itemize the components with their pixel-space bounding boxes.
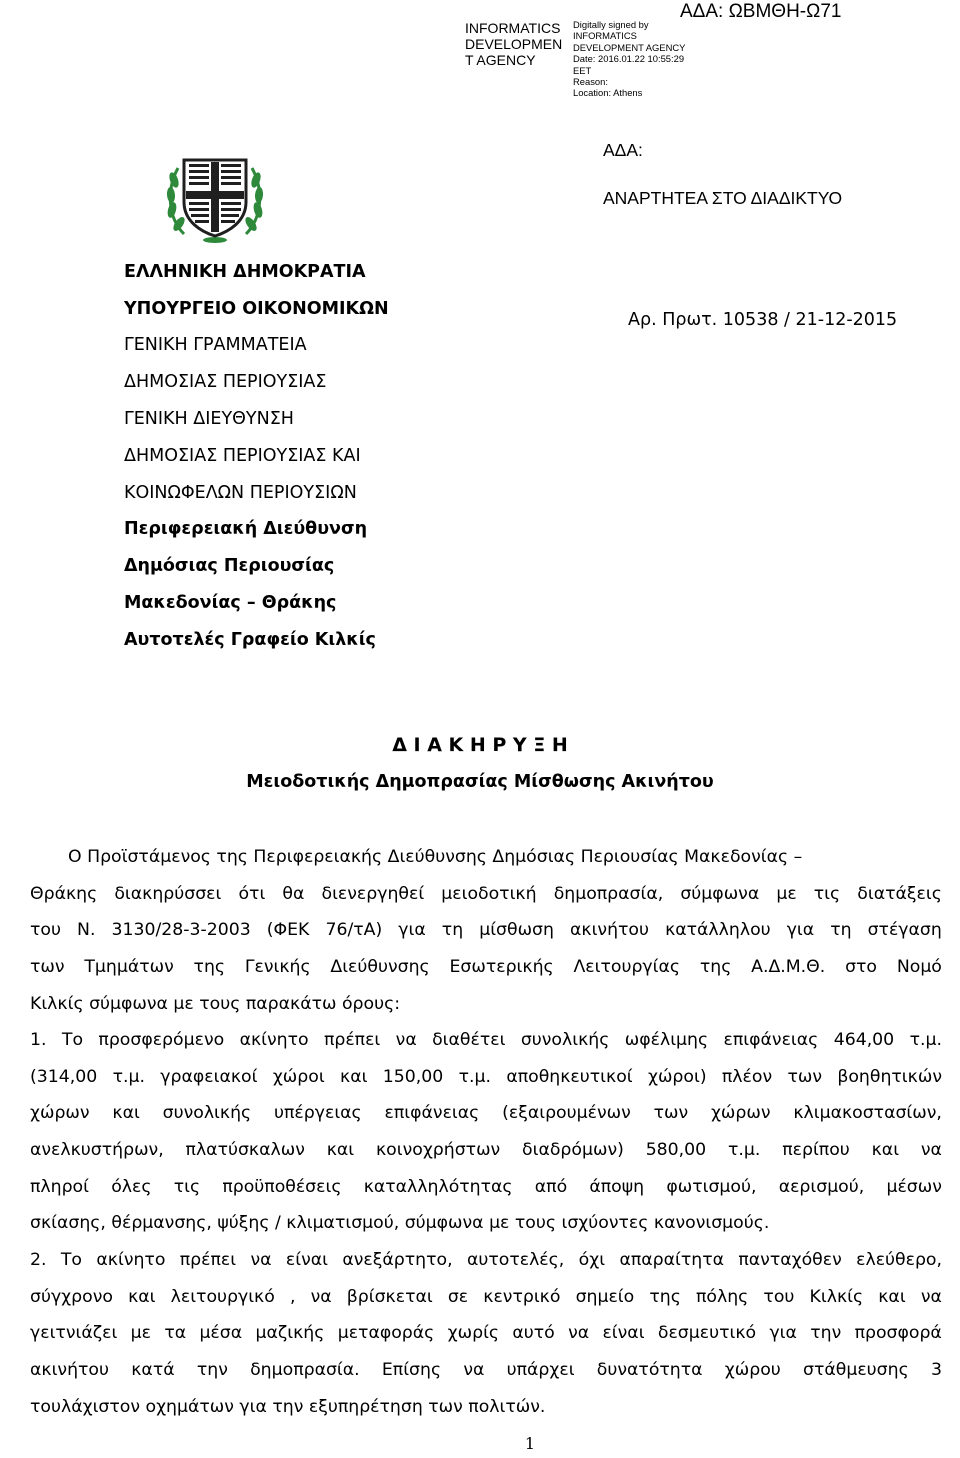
ada-label: ΑΔΑ: (603, 140, 643, 160)
word: Ν. (77, 920, 96, 940)
header-line-regional: Μακεδονίας – Θράκης (124, 593, 337, 613)
word: σημείο (575, 1287, 635, 1307)
word: περίπου (782, 1140, 850, 1160)
word: τ.μ. (458, 1067, 491, 1087)
word: κοινοχρήστων (375, 1140, 501, 1160)
word: 464,00 (833, 1030, 895, 1050)
word: στέγαση (867, 920, 942, 940)
word: τις (173, 1177, 201, 1197)
word: , (289, 1287, 296, 1307)
word: 150,00 (382, 1067, 444, 1087)
word: ακίνητο (96, 1250, 166, 1270)
word: και (112, 1103, 140, 1123)
signature-detail-line: Location: Athens (573, 87, 643, 99)
word: Διεύθυνσης (330, 957, 430, 977)
signature-detail-line: Digitally signed by (573, 19, 649, 30)
body-line: τουλάχιστον οχημάτων για την εξυπηρέτηση των πολιτών. (30, 1397, 546, 1417)
word: προσφορά (854, 1323, 942, 1343)
word: τ.μ. (112, 1067, 145, 1087)
header-line: ΓΕΝΙΚΗ ΓΡΑΜΜΑΤΕΙΑ (124, 335, 307, 355)
word: προσφερόμενο (98, 1030, 225, 1050)
word: να (568, 1323, 590, 1343)
word: διαθέτει (432, 1030, 506, 1050)
word: και (326, 1140, 355, 1160)
word: χώρων (30, 1103, 90, 1123)
word: για (769, 1323, 797, 1343)
word: να (250, 1250, 272, 1270)
signature-detail-line: Date: 2016.01.22 10:55:29 (573, 53, 685, 65)
word: (ΦΕΚ (266, 920, 310, 940)
word: Λειτουργίας (573, 957, 681, 977)
word: αερισμού, (778, 1177, 865, 1197)
signature-detail-line: DEVELOPMENT AGENCY (573, 41, 686, 53)
word: ακινήτου (570, 920, 650, 940)
page-number: 1 (524, 1434, 536, 1453)
body-line: Κιλκίς σύμφωνα με τους παρακάτω όρους: (30, 994, 401, 1014)
word: συνολικής (520, 1030, 610, 1050)
word: βοηθητικών (837, 1067, 942, 1087)
word: 2. (30, 1250, 47, 1270)
word: χώροι (272, 1067, 325, 1087)
word: πρέπει (323, 1030, 381, 1050)
word: πρέπει (179, 1250, 237, 1270)
word: υπέργειας (274, 1103, 362, 1123)
header-line-republic: ΕΛΛΗΝΙΚΗ ΔΗΜΟΚΡΑΤΙΑ (124, 262, 366, 282)
body-line (30, 1139, 942, 1161)
header-line: ΔΗΜΟΣΙΑΣ ΠΕΡΙΟΥΣΙΑΣ (124, 372, 327, 392)
word: 3130/28-3-2003 (111, 920, 251, 940)
word: Θράκης (30, 884, 98, 904)
word: δημοπρασία. (250, 1360, 360, 1380)
word: άποψη (589, 1177, 645, 1197)
word: της (193, 957, 226, 977)
signature-org-line: T AGENCY (465, 52, 536, 68)
word: είναι (602, 1323, 645, 1343)
word: κεντρικό (483, 1287, 561, 1307)
word: χώρων (710, 1103, 771, 1123)
word: ακινήτου (30, 1360, 110, 1380)
word: βρίσκεται (346, 1287, 433, 1307)
word: σύμφωνα (680, 884, 760, 904)
word: όλες (111, 1177, 152, 1197)
word: των (30, 957, 65, 977)
signature-detail-line: Reason: (573, 76, 608, 88)
word: ανελκυστήρων, (30, 1140, 164, 1160)
post-online-note: ΑΝΑΡΤΗΤΕΑ ΣΤΟ ΔΙΑΔΙΚΤΥΟ (603, 188, 843, 208)
word: επιφάνειας (723, 1030, 819, 1050)
word: καταλληλότητας (363, 1177, 513, 1197)
document-title: Δ Ι Α Κ Η Ρ Υ Ξ Η (392, 734, 568, 756)
word: τα (164, 1323, 187, 1343)
word: Τμημάτων (84, 957, 174, 977)
word: 76/τΑ) (325, 920, 383, 940)
word: τη (830, 920, 852, 940)
word: και (340, 1067, 368, 1087)
body-line (30, 956, 942, 978)
word: τη (441, 920, 464, 940)
word: να (310, 1287, 332, 1307)
word: 1. (30, 1030, 47, 1050)
word: σε (447, 1287, 469, 1307)
body-line (30, 1029, 942, 1051)
word: μέσων (886, 1177, 942, 1197)
body-line (30, 1359, 942, 1381)
header-line-office: Αυτοτελές Γραφείο Κιλκίς (124, 630, 376, 650)
word: για (786, 920, 815, 940)
word: να (463, 1360, 485, 1380)
word: απαραίτητα (619, 1250, 724, 1270)
word: διαδρόμων) (522, 1140, 624, 1160)
header-line-ministry: ΥΠΟΥΡΓΕΙΟ ΟΙΚΟΝΟΜΙΚΩΝ (124, 299, 389, 319)
signature-org-line: DEVELOPMEN (465, 36, 563, 52)
word: Γενικής (244, 957, 311, 977)
word: στο (845, 957, 878, 977)
header-line: ΚΟΙΝΩΦΕΛΩΝ ΠΕΡΙΟΥΣΙΩΝ (124, 483, 357, 503)
greek-coat-of-arms-icon (162, 150, 268, 245)
word: χώροι) (647, 1067, 707, 1087)
word: να (395, 1030, 417, 1050)
body-line (30, 883, 942, 905)
word: να (920, 1140, 942, 1160)
word: όχι (578, 1250, 606, 1270)
word: να (920, 1287, 942, 1307)
word: και (871, 1140, 900, 1160)
word: από (534, 1177, 568, 1197)
word: διακηρύσσει (114, 884, 222, 904)
word: γραφειακοί (160, 1067, 258, 1087)
body-line (30, 1176, 942, 1198)
word: (314,00 (30, 1067, 98, 1087)
word: (εξαιρουμένων (502, 1103, 631, 1123)
word: διενεργηθεί (321, 884, 425, 904)
word: τ.μ. (728, 1140, 761, 1160)
word: Κιλκίς (809, 1287, 864, 1307)
word: και (128, 1287, 156, 1307)
word: στάθμευσης (803, 1360, 909, 1380)
header-line: ΓΕΝΙΚΗ ΔΙΕΥΘΥΝΣΗ (124, 409, 294, 429)
word: του (763, 1287, 795, 1307)
word: συνολικής (162, 1103, 252, 1123)
word: επιφάνειας (384, 1103, 480, 1123)
signature-organization (465, 20, 562, 68)
word: μέσα (199, 1323, 243, 1343)
word: αυτοτελές, (466, 1250, 565, 1270)
word: γειτνιάζει (30, 1323, 118, 1343)
body-line (30, 1249, 942, 1271)
word: Το (60, 1250, 83, 1270)
word: χωρίς (447, 1323, 500, 1343)
word: κατάλληλου (665, 920, 771, 940)
word: φωτισμού, (666, 1177, 757, 1197)
header-line-regional: Δημόσιας Περιουσίας (124, 556, 335, 576)
word: τις (813, 884, 841, 904)
word: πόλης (695, 1287, 749, 1307)
body-line (30, 1102, 942, 1124)
body-line (30, 1286, 942, 1308)
document-subtitle: Μειοδοτικής Δημοπρασίας Μίσθωσης Ακινήτου (246, 772, 714, 792)
signature-detail-line: INFORMATICS (573, 30, 637, 42)
word: και (878, 1287, 906, 1307)
ada-code: ΑΔΑ: ΩΒΜΘΗ-Ω71 (680, 1, 842, 22)
word: ακίνητο (239, 1030, 309, 1050)
word: λειτουργικό (170, 1287, 275, 1307)
word: για (398, 920, 426, 940)
word: της (649, 1287, 681, 1307)
word: αποθηκευτικοί (506, 1067, 633, 1087)
word: Το (61, 1030, 84, 1050)
word: προϋποθέσεις (222, 1177, 342, 1197)
signature-detail-line: EET (573, 64, 592, 76)
word: Νομό (896, 957, 942, 977)
word: με (130, 1323, 151, 1343)
word: πλατύσκαλων (185, 1140, 305, 1160)
word: ότι (238, 884, 266, 904)
word: μαζικής (255, 1323, 325, 1343)
word: κλιμακοστασίων, (793, 1103, 942, 1123)
word: με (776, 884, 797, 904)
body-line (30, 919, 942, 941)
signature-org-line: INFORMATICS (465, 20, 561, 36)
word: ωφέλιμης (624, 1030, 709, 1050)
word: κατά (131, 1360, 175, 1380)
word: δυνατότητα (596, 1360, 703, 1380)
word: των (787, 1067, 822, 1087)
body-line (30, 1322, 942, 1344)
body-line: σκίασης, θέρμανσης, ψύξης / κλιματισμού, σύμφωνα με τους ισχύοντες κανονισμούς. (30, 1213, 770, 1233)
word: υπάρχει (506, 1360, 575, 1380)
protocol-number: Αρ. Πρωτ. 10538 / 21-12-2015 (628, 310, 898, 330)
word: τ.μ. (909, 1030, 942, 1050)
body-line (30, 1066, 942, 1088)
word: δημοπρασία, (553, 884, 664, 904)
word: ανεξάρτητο, (342, 1250, 453, 1270)
signature-details (573, 19, 685, 99)
word: μίσθωση (479, 920, 554, 940)
word: την (810, 1323, 842, 1343)
word: ελεύθερο, (856, 1250, 942, 1270)
word: Επίσης (381, 1360, 442, 1380)
word: 3 (930, 1360, 942, 1380)
word: δεσμευτικό (657, 1323, 757, 1343)
header-line: ΔΗΜΟΣΙΑΣ ΠΕΡΙΟΥΣΙΑΣ ΚΑΙ (124, 446, 361, 466)
word: είναι (285, 1250, 328, 1270)
word: αυτό (512, 1323, 555, 1343)
word: 580,00 (645, 1140, 707, 1160)
word: την (196, 1360, 228, 1380)
word: των (653, 1103, 689, 1123)
word: Εσωτερικής (449, 957, 554, 977)
word: της (699, 957, 732, 977)
word: μειοδοτική (441, 884, 537, 904)
word: πληροί (30, 1177, 89, 1197)
word: μεταφοράς (337, 1323, 435, 1343)
word: του (30, 920, 61, 940)
word: Α.Δ.Μ.Θ. (751, 957, 826, 977)
body-line: Ο Προϊστάμενος της Περιφερειακής Διεύθυνσης Δημόσιας Περιουσίας Μακεδονίας – (68, 847, 803, 867)
word: θα (282, 884, 305, 904)
word: πανταχόθεν (738, 1250, 842, 1270)
word: διατάξεις (857, 884, 942, 904)
header-line-regional: Περιφερειακή Διεύθυνση (124, 519, 368, 539)
word: πλέον (721, 1067, 773, 1087)
word: σύγχρονο (30, 1287, 113, 1307)
word: χώρου (724, 1360, 781, 1380)
